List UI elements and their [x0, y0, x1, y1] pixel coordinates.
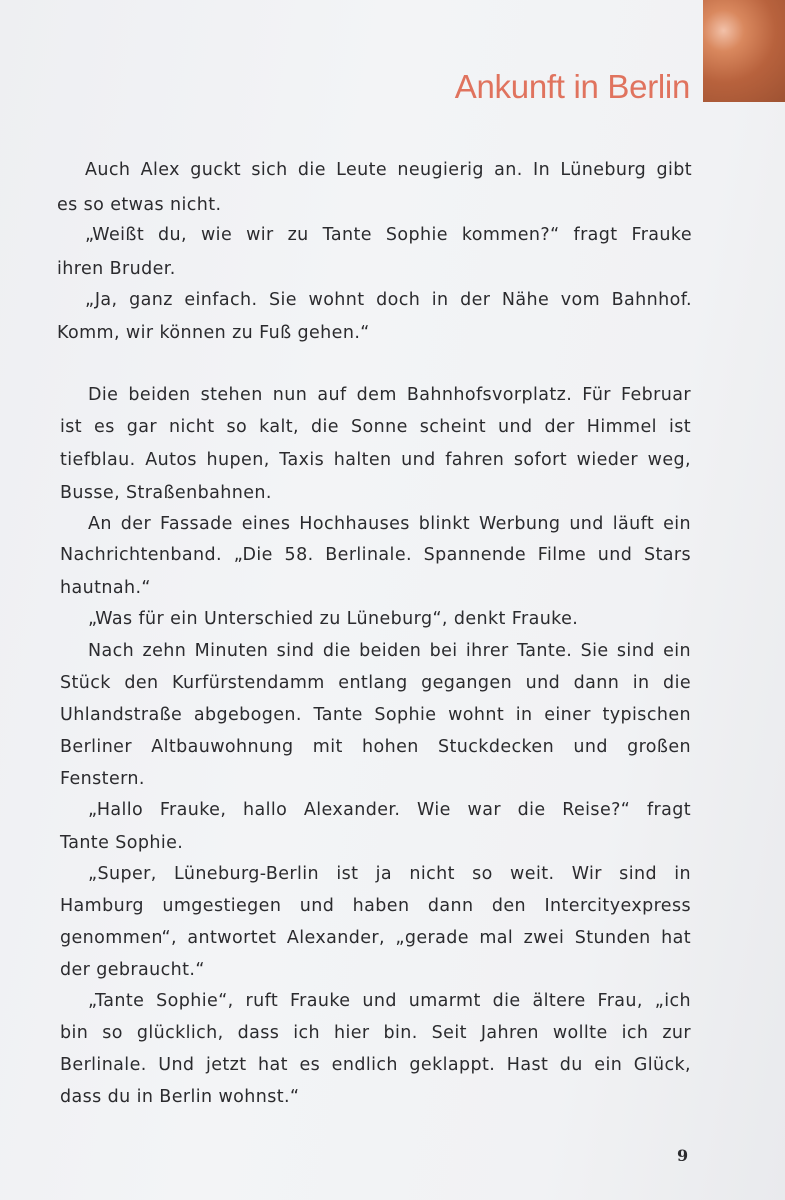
text-line: Nach zehn Minuten sind die beiden bei ihrer Tante. Sie sind ein	[88, 641, 691, 661]
text-line: ihren Bruder.	[57, 259, 176, 279]
text-line: „Tante Sophie“, ruft Frauke und umarmt die ältere Frau, „ich	[88, 991, 691, 1011]
text-line: „Hallo Frauke, hallo Alexander. Wie war die Reise?“ fragt	[88, 800, 691, 820]
text-line: Fenstern.	[60, 769, 145, 789]
text-line: Uhlandstraße abgebogen. Tante Sophie wohnt in einer typischen	[60, 705, 691, 725]
text-line: dass du in Berlin wohnst.“	[60, 1087, 300, 1107]
text-line: hautnah.“	[60, 578, 151, 598]
text-line: Berliner Altbauwohnung mit hohen Stuckdecken und großen	[60, 737, 691, 757]
text-line: An der Fassade eines Hochhauses blinkt Werbung und läuft ein	[88, 514, 691, 534]
text-line: Tante Sophie.	[60, 833, 184, 853]
text-line: bin so glücklich, dass ich hier bin. Seit Jahren wollte ich zur	[60, 1023, 691, 1043]
text-line: Auch Alex guckt sich die Leute neugierig an. In Lüneburg gibt	[85, 160, 692, 180]
text-line: der gebraucht.“	[60, 960, 205, 980]
text-line: Nachrichtenband. „Die 58. Berlinale. Spannende Filme und Stars	[60, 545, 691, 565]
text-line: Stück den Kurfürstendamm entlang gegangen und dann in die	[60, 673, 691, 693]
text-line: „Super, Lüneburg-Berlin ist ja nicht so weit. Wir sind in	[88, 864, 691, 884]
chapter-title: Ankunft in Berlin	[454, 68, 690, 105]
text-line: „Weißt du, wie wir zu Tante Sophie kommen?“ fragt Frauke	[85, 225, 692, 245]
text-line: Berlinale. Und jetzt hat es endlich geklappt. Hast du ein Glück,	[60, 1055, 691, 1075]
text-line: „Was für ein Unterschied zu Lüneburg“, denkt Frauke.	[88, 609, 579, 629]
text-line: genommen“, antwortet Alexander, „gerade mal zwei Stunden hat	[60, 928, 691, 948]
text-line: Komm, wir können zu Fuß gehen.“	[57, 323, 370, 343]
text-line: „Ja, ganz einfach. Sie wohnt doch in der Nähe vom Bahnhof.	[85, 290, 692, 310]
text-line: Die beiden stehen nun auf dem Bahnhofsvorplatz. Für Februar	[88, 385, 691, 405]
page-number: 9	[677, 1146, 689, 1165]
text-line: Hamburg umgestiegen und haben dann den Intercityexpress	[60, 896, 691, 916]
text-line: Busse, Straßenbahnen.	[60, 483, 272, 503]
corner-photo-image	[703, 0, 785, 102]
text-line: tiefblau. Autos hupen, Taxis halten und fahren sofort wieder weg,	[60, 450, 691, 470]
text-line: ist es gar nicht so kalt, die Sonne scheint und der Himmel ist	[60, 417, 691, 437]
text-line: es so etwas nicht.	[57, 195, 222, 215]
